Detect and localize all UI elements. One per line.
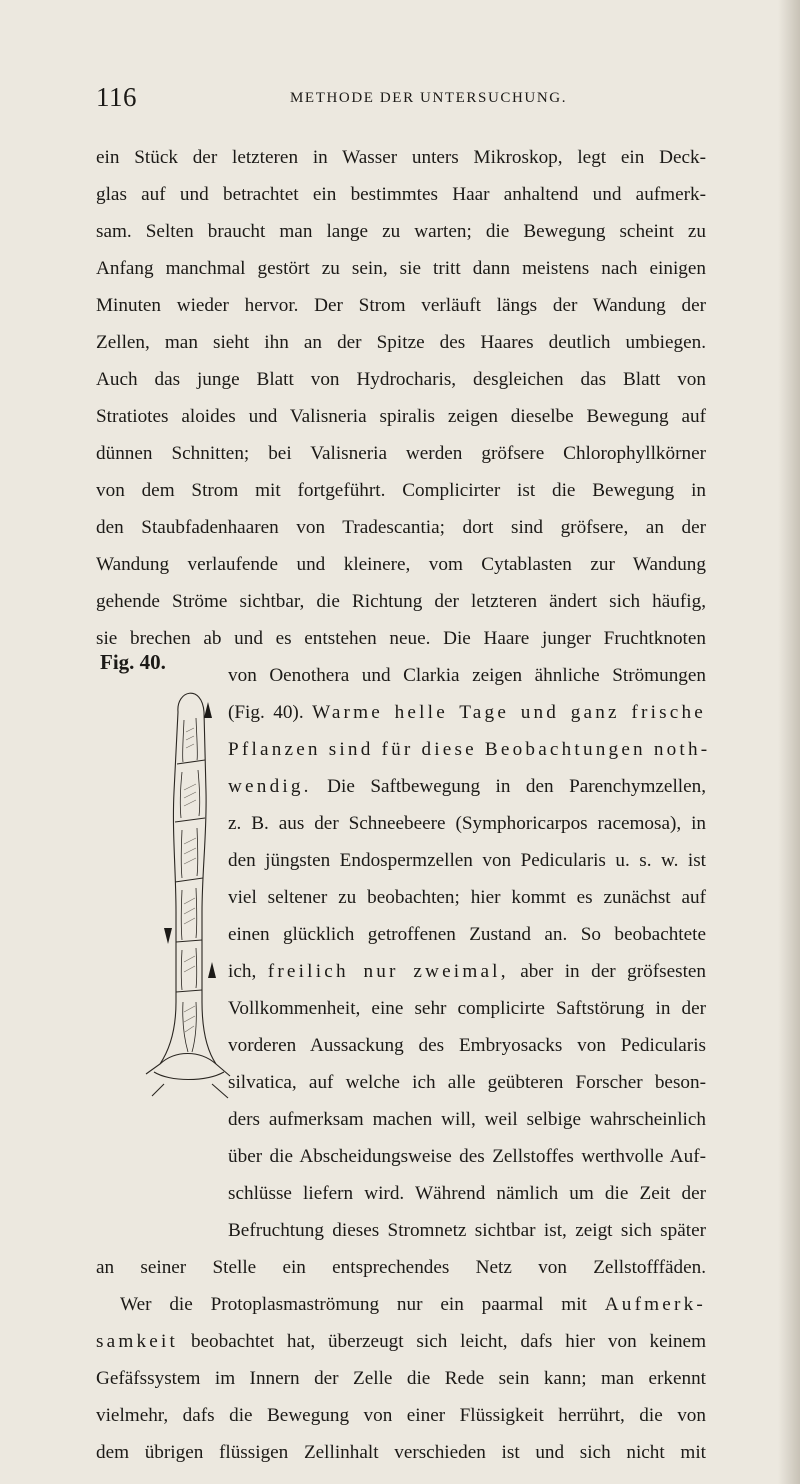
body-line: vorderen Aussackung des Embryosacks von Pedicularis [228,1035,706,1056]
body-line: Auch das junge Blatt von Hydrocharis, desgleichen das Blatt von [96,369,706,390]
text-span: aber in der gröfsesten [520,961,707,982]
body-line: Gefäfssystem im Innern der Zelle die Rede sein kann; man erkennt [96,1368,706,1389]
body-line [228,772,706,802]
body-line: Befruchtung dieses Stromnetz sichtbar ist, zeigt sich später [228,1220,706,1241]
body-line: z. B. aus der Schneebeere (Symphoricarpos racemosa), in [228,813,706,834]
oenothera-hair-illustration [140,672,240,1112]
body-line: ein Stück der letzteren in Wasser unters Mikroskop, legt ein Deck- [96,147,706,168]
body-line [96,1327,706,1357]
body-line: dünnen Schnitten; bei Valisneria werden gröfsere Chlorophyllkörner [96,443,706,464]
page-number: 116 [96,82,137,112]
body-line [228,957,706,987]
body-line: von dem Strom mit fortgeführt. Complicirter ist die Bewegung in [96,480,706,501]
running-head: METHODE DER UNTERSUCHUNG. [290,90,568,106]
body-line: Wandung verlaufende und kleinere, vom Cytablasten zur Wandung [96,554,706,575]
body-line: Anfang manchmal gestört zu sein, sie tritt dann meistens nach einigen [96,258,706,279]
body-line: Minuten wieder hervor. Der Strom verläuft längs der Wandung der [96,295,706,316]
body-line: dem übrigen flüssigen Zellinhalt verschieden ist und sich nicht mit [96,1442,706,1463]
body-line: viel seltener zu beobachten; hier kommt es zunächst auf [228,887,706,908]
body-line: ders aufmerksam machen will, weil selbige wahrscheinlich [228,1109,706,1130]
body-line: von Oenothera und Clarkia zeigen ähnliche Strömungen [228,665,706,686]
body-line: schlüsse liefern wird. Während nämlich um die Zeit der [228,1183,706,1204]
body-line: Zellen, man sieht ihn an der Spitze des Haares deutlich umbiegen. [96,332,706,353]
body-line [228,735,711,765]
body-line: den jüngsten Endospermzellen von Pedicularis u. s. w. ist [228,850,706,871]
spaced-text: Warme helle Tage und ganz frische [312,702,706,723]
body-line: vielmehr, dafs die Bewegung von einer Flüssigkeit herrührt, die von [96,1405,706,1426]
body-line: silvatica, auf welche ich alle geübteren Forscher beson- [228,1072,706,1093]
body-line: über die Abscheidungsweise des Zellstoffes werthvolle Auf- [228,1146,706,1167]
figure-label: Fig. 40. [100,650,166,674]
text-span: ich, [228,961,257,982]
body-line: glas auf und betrachtet ein bestimmtes Haar anhaltend und aufmerk- [96,184,706,205]
body-line [120,1290,706,1320]
spaced-text: samkeit [96,1331,179,1352]
spaced-text: Pflanzen sind für diese Beobachtungen noth- [228,739,711,760]
body-line: Stratiotes aloides und Valisneria spiralis zeigen dieselbe Bewegung auf [96,406,706,427]
body-line: sie brechen ab und es entstehen neue. Die Haare junger Fruchtknoten [96,628,706,649]
body-line: gehende Ströme sichtbar, die Richtung der letzteren ändert sich häufig, [96,591,706,612]
body-line: an seiner Stelle ein entsprechendes Netz von Zellstofffäden. [96,1257,706,1278]
page-header [96,82,696,122]
body-line: den Staubfadenhaaren von Tradescantia; dort sind gröfsere, an der [96,517,706,538]
body-line: Vollkommenheit, eine sehr complicirte Saftstörung in der [228,998,706,1019]
text-span: beobachtet hat, überzeugt sich leicht, dafs hier von keinem [190,1331,706,1352]
page-edge-shadow [778,0,800,1484]
body-line: einen glücklich getroffenen Zustand an. So beobachtete [228,924,706,945]
text-span: Wer die Protoplasmaströmung nur ein paarmal mit [120,1294,587,1315]
body-line [228,698,706,728]
body-line: sam. Selten braucht man lange zu warten; die Bewegung scheint zu [96,221,706,242]
spaced-text: freilich nur zweimal, [267,961,509,982]
spaced-text: wendig. [228,776,312,797]
text-span: Die Saftbewegung in den Parenchymzellen, [327,776,707,797]
spaced-text: Aufmerk- [604,1294,706,1315]
text-span: (Fig. 40). [228,702,304,723]
